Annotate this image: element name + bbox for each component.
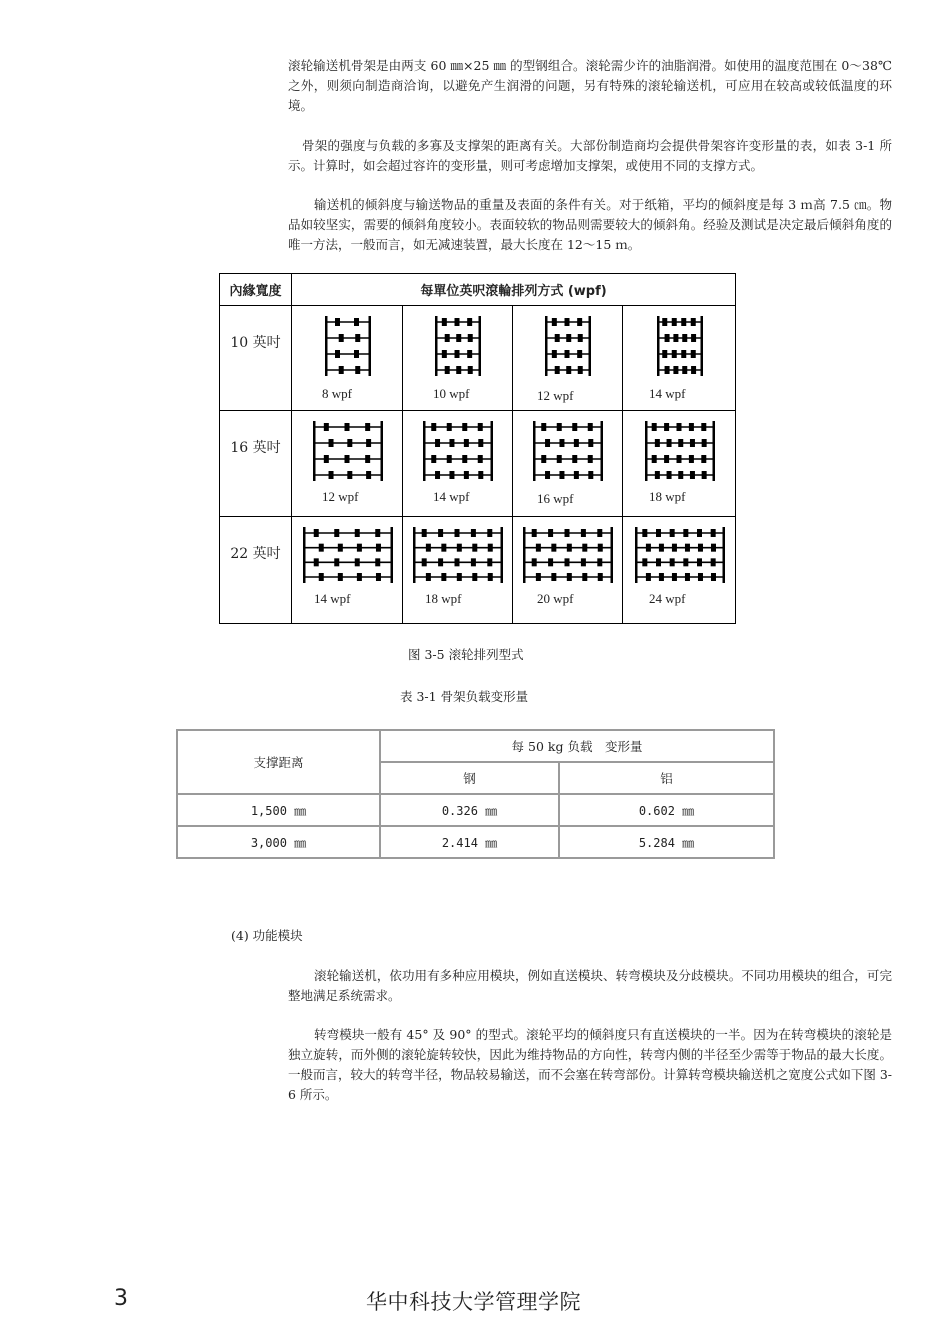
frame-deflection-table: [176, 729, 775, 859]
roller-diagram: [292, 306, 403, 386]
roller-wheel: [567, 544, 572, 552]
roller-diagram: [623, 517, 736, 597]
roller-wheel: [545, 439, 550, 447]
roller-wheel: [685, 544, 690, 552]
roller-wheel: [532, 529, 537, 537]
figure-row: [220, 517, 736, 624]
roller-wheel: [464, 439, 469, 447]
roller-wheel: [642, 558, 647, 566]
roller-wheel: [672, 573, 677, 581]
cell-distance: 3,000 ㎜: [177, 826, 380, 858]
roller-wheel: [597, 529, 602, 537]
roller-wheel: [702, 471, 707, 479]
roller-wheel: [334, 529, 339, 537]
roller-wheel: [536, 544, 541, 552]
roller-wheel: [656, 529, 661, 537]
roller-wheel: [449, 439, 454, 447]
table-row: [177, 794, 774, 826]
wpf-label: 24 wpf: [649, 591, 686, 606]
roller-wheel: [345, 423, 350, 431]
figure-row: [220, 411, 736, 517]
roller-wheel: [652, 423, 657, 431]
roller-wheel: [551, 573, 556, 581]
roller-wheel: [355, 366, 360, 374]
roller-wheel: [449, 471, 454, 479]
roller-wheel: [664, 455, 669, 463]
roller-wheel: [548, 558, 553, 566]
roller-wheel: [691, 366, 696, 374]
roller-wheel: [588, 439, 593, 447]
roller-wheel: [566, 334, 571, 342]
roller-wheel: [662, 318, 667, 326]
roller-wheel: [366, 471, 371, 479]
roller-wheel: [355, 558, 360, 566]
roller-wheel: [457, 544, 462, 552]
roller-wheel: [488, 573, 493, 581]
roller-wheel: [488, 544, 493, 552]
roller-wheel: [670, 529, 675, 537]
roller-wheel: [673, 366, 678, 374]
wpf-label: 20 wpf: [537, 591, 574, 606]
roller-wheel: [478, 423, 483, 431]
roller-wheel: [314, 529, 319, 537]
roller-wheel: [314, 558, 319, 566]
roller-wheel: [557, 455, 562, 463]
side-rail: [381, 421, 384, 481]
roller-wheel: [682, 334, 687, 342]
roller-wheel: [665, 366, 670, 374]
roller-wheel: [642, 529, 647, 537]
roller-cell: [623, 411, 736, 517]
roller-wheel: [690, 439, 695, 447]
roller-wheel: [447, 423, 452, 431]
paragraph-turn-module: 转弯模块一般有 45° 及 90° 的型式。滚轮平均的倾斜度只有直送模块的一半。因为在转弯模块的滚轮是独立旋转，而外侧的滚轮旋转较快，因此为维持物品的方向性，转弯内侧的半径至少需等于物品的最大长度。一般而言，较大的转弯半径，物品较易输送，而不会塞在转弯部份。计算转弯模块输送机之宽度公式如下图 3-6 所示。: [288, 1027, 892, 1102]
roller-wheel: [652, 455, 657, 463]
figure-header-arrangement: 每單位英呎滾輪排列方式 (wpf): [292, 274, 736, 306]
roller-wheel: [673, 334, 678, 342]
side-rail: [645, 421, 648, 481]
table-row: [177, 826, 774, 858]
roller-diagram: [513, 517, 623, 597]
roller-wheel: [442, 318, 447, 326]
roller-wheel: [462, 423, 467, 431]
roller-wheel: [577, 318, 582, 326]
cell-distance: 1,500 ㎜: [177, 794, 380, 826]
roller-wheel: [375, 558, 380, 566]
side-rail: [713, 421, 716, 481]
roller-wheel: [455, 318, 460, 326]
roller-wheel: [365, 455, 370, 463]
roller-wheel: [698, 573, 703, 581]
roller-wheel: [457, 573, 462, 581]
roller-cell: [623, 306, 736, 411]
roller-wheel: [655, 471, 660, 479]
roller-wheel: [681, 318, 686, 326]
roller-wheel: [536, 573, 541, 581]
col-support-distance: 支撑距离: [177, 730, 380, 794]
roller-wheel: [442, 350, 447, 358]
roller-wheel: [338, 573, 343, 581]
roller-diagram: [513, 306, 623, 386]
roller-wheel: [555, 334, 560, 342]
roller-wheel: [588, 471, 593, 479]
roller-wheel: [690, 471, 695, 479]
side-rail: [479, 316, 482, 376]
roller-wheel: [678, 471, 683, 479]
roller-wheel: [598, 573, 603, 581]
roller-wheel: [646, 544, 651, 552]
roller-cell: [513, 306, 623, 411]
wpf-label: 18 wpf: [649, 489, 686, 504]
roller-wheel: [552, 350, 557, 358]
roller-wheel: [665, 334, 670, 342]
roller-wheel: [566, 366, 571, 374]
roller-wheel: [456, 366, 461, 374]
roller-wheel: [572, 455, 577, 463]
row-width-label: 16 英吋: [220, 411, 292, 517]
roller-wheel: [597, 558, 602, 566]
roller-wheel: [431, 455, 436, 463]
cell-aluminum: 0.602 ㎜: [559, 794, 774, 826]
roller-wheel: [545, 471, 550, 479]
roller-wheel: [435, 439, 440, 447]
roller-wheel: [426, 573, 431, 581]
roller-wheel: [355, 334, 360, 342]
group-header-deflection: 每 50 kg 负载 变形量: [380, 730, 774, 762]
roller-wheel: [464, 471, 469, 479]
roller-wheel: [347, 439, 352, 447]
roller-wheel: [555, 366, 560, 374]
wpf-label: 10 wpf: [433, 386, 470, 401]
roller-wheel: [472, 544, 477, 552]
roller-wheel: [472, 573, 477, 581]
roller-wheel: [689, 423, 694, 431]
roller-wheel: [376, 573, 381, 581]
roller-wheel: [456, 334, 461, 342]
cell-aluminum: 5.284 ㎜: [559, 826, 774, 858]
wpf-label: 12 wpf: [322, 489, 359, 504]
roller-cell: [623, 517, 736, 624]
roller-wheel: [354, 318, 359, 326]
roller-wheel: [656, 558, 661, 566]
roller-wheel: [478, 439, 483, 447]
roller-wheel: [541, 423, 546, 431]
roller-wheel: [691, 334, 696, 342]
roller-wheel: [357, 573, 362, 581]
roller-wheel: [355, 529, 360, 537]
roller-wheel: [426, 544, 431, 552]
roller-diagram: [513, 411, 623, 491]
roller-wheel: [345, 455, 350, 463]
side-rail: [533, 421, 536, 481]
roller-wheel: [588, 423, 593, 431]
roller-cell: [403, 517, 513, 624]
page-number: 3: [114, 1286, 128, 1311]
side-rail: [491, 421, 494, 481]
roller-wheel: [319, 544, 324, 552]
roller-arrangement-figure: [219, 273, 736, 624]
side-rail: [391, 527, 394, 583]
roller-wheel: [541, 455, 546, 463]
roller-wheel: [422, 558, 427, 566]
roller-wheel: [670, 558, 675, 566]
roller-wheel: [678, 439, 683, 447]
roller-wheel: [659, 544, 664, 552]
row-width-label: 10 英吋: [220, 306, 292, 411]
roller-wheel: [581, 558, 586, 566]
roller-diagram: [292, 411, 403, 491]
roller-wheel: [455, 350, 460, 358]
roller-wheel: [445, 334, 450, 342]
roller-diagram: [403, 411, 513, 491]
roller-wheel: [438, 529, 443, 537]
roller-wheel: [445, 366, 450, 374]
roller-wheel: [438, 558, 443, 566]
cell-steel: 2.414 ㎜: [380, 826, 559, 858]
side-rail: [423, 421, 426, 481]
roller-wheel: [588, 455, 593, 463]
roller-wheel: [471, 558, 476, 566]
roller-wheel: [431, 423, 436, 431]
cell-steel: 0.326 ㎜: [380, 794, 559, 826]
roller-wheel: [582, 544, 587, 552]
col-aluminum: 铝: [559, 762, 774, 794]
figure-row: [220, 306, 736, 411]
roller-cell: [292, 306, 403, 411]
roller-wheel: [455, 529, 460, 537]
roller-wheel: [581, 529, 586, 537]
side-rail: [657, 316, 660, 376]
roller-diagram: [623, 411, 736, 491]
roller-wheel: [468, 334, 473, 342]
roller-wheel: [329, 439, 334, 447]
roller-wheel: [682, 366, 687, 374]
roller-wheel: [697, 529, 702, 537]
footer-institution: 华中科技大学管理学院: [366, 1290, 581, 1314]
roller-wheel: [365, 423, 370, 431]
roller-wheel: [683, 558, 688, 566]
roller-cell: [292, 517, 403, 624]
side-rail: [723, 527, 726, 583]
roller-wheel: [559, 471, 564, 479]
roller-diagram: [292, 517, 403, 597]
wpf-label: 18 wpf: [425, 591, 462, 606]
roller-wheel: [551, 544, 556, 552]
roller-wheel: [567, 573, 572, 581]
roller-wheel: [329, 471, 334, 479]
roller-wheel: [565, 318, 570, 326]
roller-wheel: [347, 471, 352, 479]
roller-wheel: [655, 439, 660, 447]
roller-wheel: [577, 350, 582, 358]
roller-wheel: [366, 439, 371, 447]
roller-wheel: [572, 423, 577, 431]
roller-wheel: [667, 471, 672, 479]
roller-wheel: [557, 423, 562, 431]
roller-wheel: [578, 334, 583, 342]
roller-wheel: [574, 471, 579, 479]
wpf-label: 14 wpf: [649, 386, 686, 401]
roller-wheel: [319, 573, 324, 581]
roller-wheel: [672, 318, 677, 326]
roller-wheel: [324, 455, 329, 463]
wpf-label: 14 wpf: [314, 591, 351, 606]
roller-wheel: [681, 350, 686, 358]
roller-wheel: [339, 366, 344, 374]
side-rail: [325, 316, 328, 376]
roller-wheel: [683, 529, 688, 537]
roller-wheel: [711, 573, 716, 581]
roller-wheel: [689, 455, 694, 463]
roller-wheel: [376, 544, 381, 552]
paragraph-frame: 滚轮输送机骨架是由两支 60 ㎜×25 ㎜ 的型钢组合。滚轮需少许的油脂润滑。如使用的温度范围在 0～38℃ 之外，则须向制造商洽询，以避免产生润滑的问题，另有特殊的滚轮输送机，可应用在较高或较低温度的环境。: [288, 58, 892, 113]
roller-wheel: [335, 350, 340, 358]
side-rail: [313, 421, 316, 481]
roller-wheel: [375, 529, 380, 537]
figure-header-width: 內緣寬度: [220, 274, 292, 306]
roller-wheel: [339, 334, 344, 342]
roller-cell: [513, 517, 623, 624]
roller-wheel: [664, 423, 669, 431]
roller-wheel: [646, 573, 651, 581]
side-rail: [635, 527, 638, 583]
roller-wheel: [574, 439, 579, 447]
roller-wheel: [478, 471, 483, 479]
side-rail: [545, 316, 548, 376]
roller-wheel: [701, 455, 706, 463]
paragraph-strength: 骨架的强度与负载的多寡及支撑架的距离有关。大部份制造商均会提供骨架容许变形量的表，如表 3-1 所示。计算时，如会超过容许的变形量，则可考虑增加支撑架，或使用不同的支撑方式。: [288, 138, 892, 173]
side-rail: [589, 316, 592, 376]
roller-wheel: [478, 455, 483, 463]
roller-wheel: [532, 558, 537, 566]
roller-wheel: [447, 455, 452, 463]
side-rail: [501, 527, 504, 583]
roller-wheel: [441, 573, 446, 581]
roller-wheel: [565, 558, 570, 566]
roller-wheel: [559, 439, 564, 447]
roller-wheel: [677, 423, 682, 431]
roller-wheel: [662, 350, 667, 358]
roller-wheel: [441, 544, 446, 552]
roller-wheel: [467, 350, 472, 358]
side-rail: [611, 527, 614, 583]
roller-wheel: [552, 318, 557, 326]
roller-wheel: [462, 455, 467, 463]
side-rail: [701, 316, 704, 376]
roller-wheel: [565, 350, 570, 358]
roller-cell: [403, 306, 513, 411]
roller-wheel: [697, 558, 702, 566]
roller-diagram: [403, 517, 513, 597]
roller-diagram: [623, 306, 736, 386]
roller-wheel: [672, 350, 677, 358]
roller-wheel: [677, 455, 682, 463]
roller-wheel: [598, 544, 603, 552]
roller-wheel: [467, 318, 472, 326]
roller-wheel: [471, 529, 476, 537]
roller-wheel: [334, 558, 339, 566]
wpf-label: 8 wpf: [322, 386, 352, 401]
roller-cell: [403, 411, 513, 517]
roller-wheel: [691, 318, 696, 326]
col-steel: 钢: [380, 762, 559, 794]
roller-wheel: [578, 366, 583, 374]
side-rail: [413, 527, 416, 583]
roller-wheel: [711, 529, 716, 537]
side-rail: [435, 316, 438, 376]
roller-wheel: [565, 529, 570, 537]
side-rail: [303, 527, 306, 583]
side-rail: [523, 527, 526, 583]
roller-wheel: [667, 439, 672, 447]
roller-wheel: [685, 573, 690, 581]
roller-wheel: [701, 423, 706, 431]
roller-wheel: [487, 529, 492, 537]
roller-wheel: [455, 558, 460, 566]
roller-diagram: [403, 306, 513, 386]
roller-wheel: [702, 439, 707, 447]
roller-wheel: [487, 558, 492, 566]
section-heading: (4) 功能模块: [231, 928, 303, 943]
wpf-label: 12 wpf: [537, 388, 574, 403]
row-width-label: 22 英吋: [220, 517, 292, 624]
roller-cell: [292, 411, 403, 517]
roller-wheel: [422, 529, 427, 537]
paragraph-incline: 输送机的倾斜度与输送物品的重量及表面的条件有关。对于纸箱，平均的倾斜度是每 3 ｍ高 7.5 ㎝。物品如较坚实，需要的倾斜角度较小。表面较软的物品则需要较大的倾斜角。经验及测试是决定最后倾斜角度的唯一方法，一般而言，如无减速装置，最大长度在 12～15 ｍ。: [288, 197, 892, 252]
roller-wheel: [672, 544, 677, 552]
side-rail: [369, 316, 372, 376]
roller-wheel: [357, 544, 362, 552]
roller-wheel: [582, 573, 587, 581]
roller-wheel: [468, 366, 473, 374]
roller-wheel: [711, 544, 716, 552]
roller-wheel: [691, 350, 696, 358]
roller-wheel: [711, 558, 716, 566]
side-rail: [601, 421, 604, 481]
figure-caption: 图 3-5 滚轮排列型式: [408, 647, 524, 662]
wpf-label: 16 wpf: [537, 491, 574, 506]
roller-wheel: [659, 573, 664, 581]
roller-cell: [513, 411, 623, 517]
roller-wheel: [338, 544, 343, 552]
roller-wheel: [324, 423, 329, 431]
wpf-label: 14 wpf: [433, 489, 470, 504]
roller-wheel: [354, 350, 359, 358]
roller-wheel: [335, 318, 340, 326]
table-caption: 表 3-1 骨架负载变形量: [400, 689, 529, 704]
roller-wheel: [548, 529, 553, 537]
paragraph-modules: 滚轮输送机，依功用有多种应用模块，例如直送模块、转弯模块及分歧模块。不同功用模块的组合，可完整地满足系统需求。: [288, 968, 892, 1003]
roller-wheel: [698, 544, 703, 552]
roller-wheel: [435, 471, 440, 479]
